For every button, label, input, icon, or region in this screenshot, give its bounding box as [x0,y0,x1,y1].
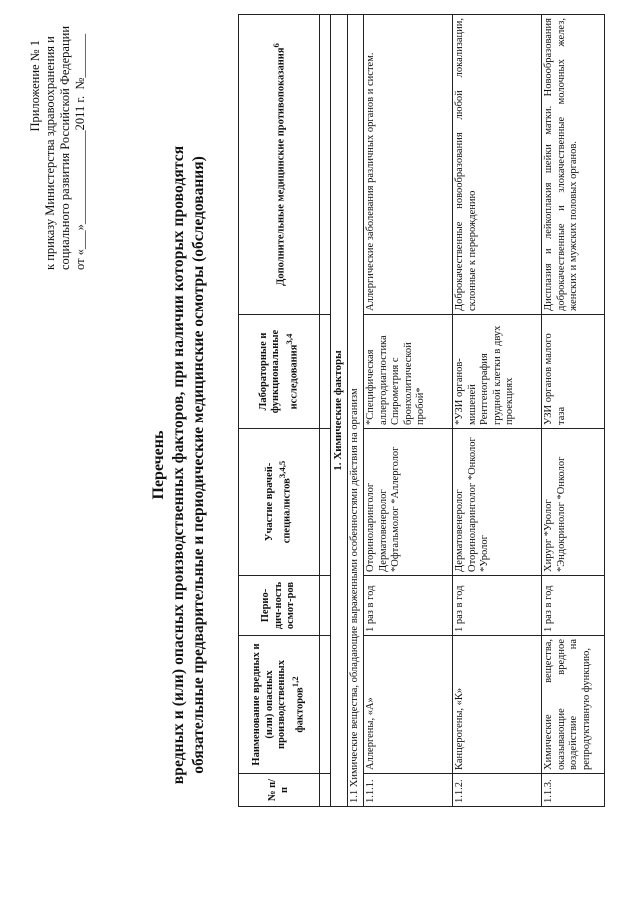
header-labs: Лабораторные и функциональные исследования$^{3,4}$ [239,315,320,429]
row-labs: *УЗИ органов-мишеней Рентгенография грудной клетки в двух проекциях [453,315,542,429]
row-factor-name: Химические вещества, оказывающие вредное воздействие на репродуктивную функцию, [542,636,605,774]
document-subtitle-line1: вредных и (или) опасных производственных факторов, при наличии которых проводятся [170,145,187,785]
appendix-number: Приложение № 1 [28,40,42,132]
row-factor-name: Канцерогены, «К» [453,636,542,774]
row-doctors: Дерматовенеролог Оториноларинголог *Онколог *Уролог [453,429,542,576]
column-number-row [320,15,331,807]
table-row [542,15,605,807]
section-row [331,15,348,807]
row-doctors: Оториноларинголог Дерматовенеролог *Офтальмолог *Аллерголог [364,429,453,576]
row-factor-name: Аллергены, «А» [364,636,453,774]
row-contraindications: Доброкачественные новообразования любой локализации, склонные к перерождению [453,15,542,315]
section-title: 1. Химические факторы [331,15,348,807]
header-periodicity: Перио-дич-ность осмот-ров [239,576,320,636]
factors-table [238,14,605,807]
row-periodicity: 1 раз в год [364,576,453,636]
appendix-block [28,20,88,270]
row-doctors: Хирург *Уролог *Эндокринолог *Онколог [542,429,605,576]
header-num: № п/п [239,774,320,807]
appendix-order-line: к приказу Министерства здравоохранения и [43,36,57,270]
subsection-title: 1.1 Химические вещества, обладающие выраженными особенностями действия на организм [348,15,364,807]
table-header-row [239,15,320,807]
table-row [364,15,453,807]
row-number: 1.1.3. [542,774,605,807]
header-doctors: Участие врачей-специалистов$^{3,4,5}$ [239,429,320,576]
row-contraindications: Дисплазия и лейкоплакия шейки матки. Новообразования доброкачественные и злокачественные молочных желез, женских и мужских половых органов. [542,15,605,315]
row-contraindications: Аллергические заболевания различных органов и систем. [364,15,453,315]
row-number: 1.1.1. [364,774,453,807]
row-periodicity: 1 раз в год [453,576,542,636]
appendix-date-line: от «___»_______________2011 г. №_______ [73,33,87,270]
document-subtitle-line2: обязательные предварительные и периодические медицинские осмотры (обследования) [190,156,207,774]
row-labs: *Специфическая аллергодиагностика Спирометрия с бронхолитической пробой* [364,315,453,429]
appendix-ministry-line: социального развития Российской Федерации [58,25,72,270]
header-contraindications: Дополнительные медицинские противопоказания$^6$ [239,15,320,315]
table-row [453,15,542,807]
row-periodicity: 1 раз в год [542,576,605,636]
row-number: 1.1.2. [453,774,542,807]
subsection-row [348,15,364,807]
header-factor-name: Наименование вредных и (или) опасных производственных факторов$^{1,2}$ [239,636,320,774]
row-labs: УЗИ органов малого таза [542,315,605,429]
document-title: Перечень [150,430,167,500]
